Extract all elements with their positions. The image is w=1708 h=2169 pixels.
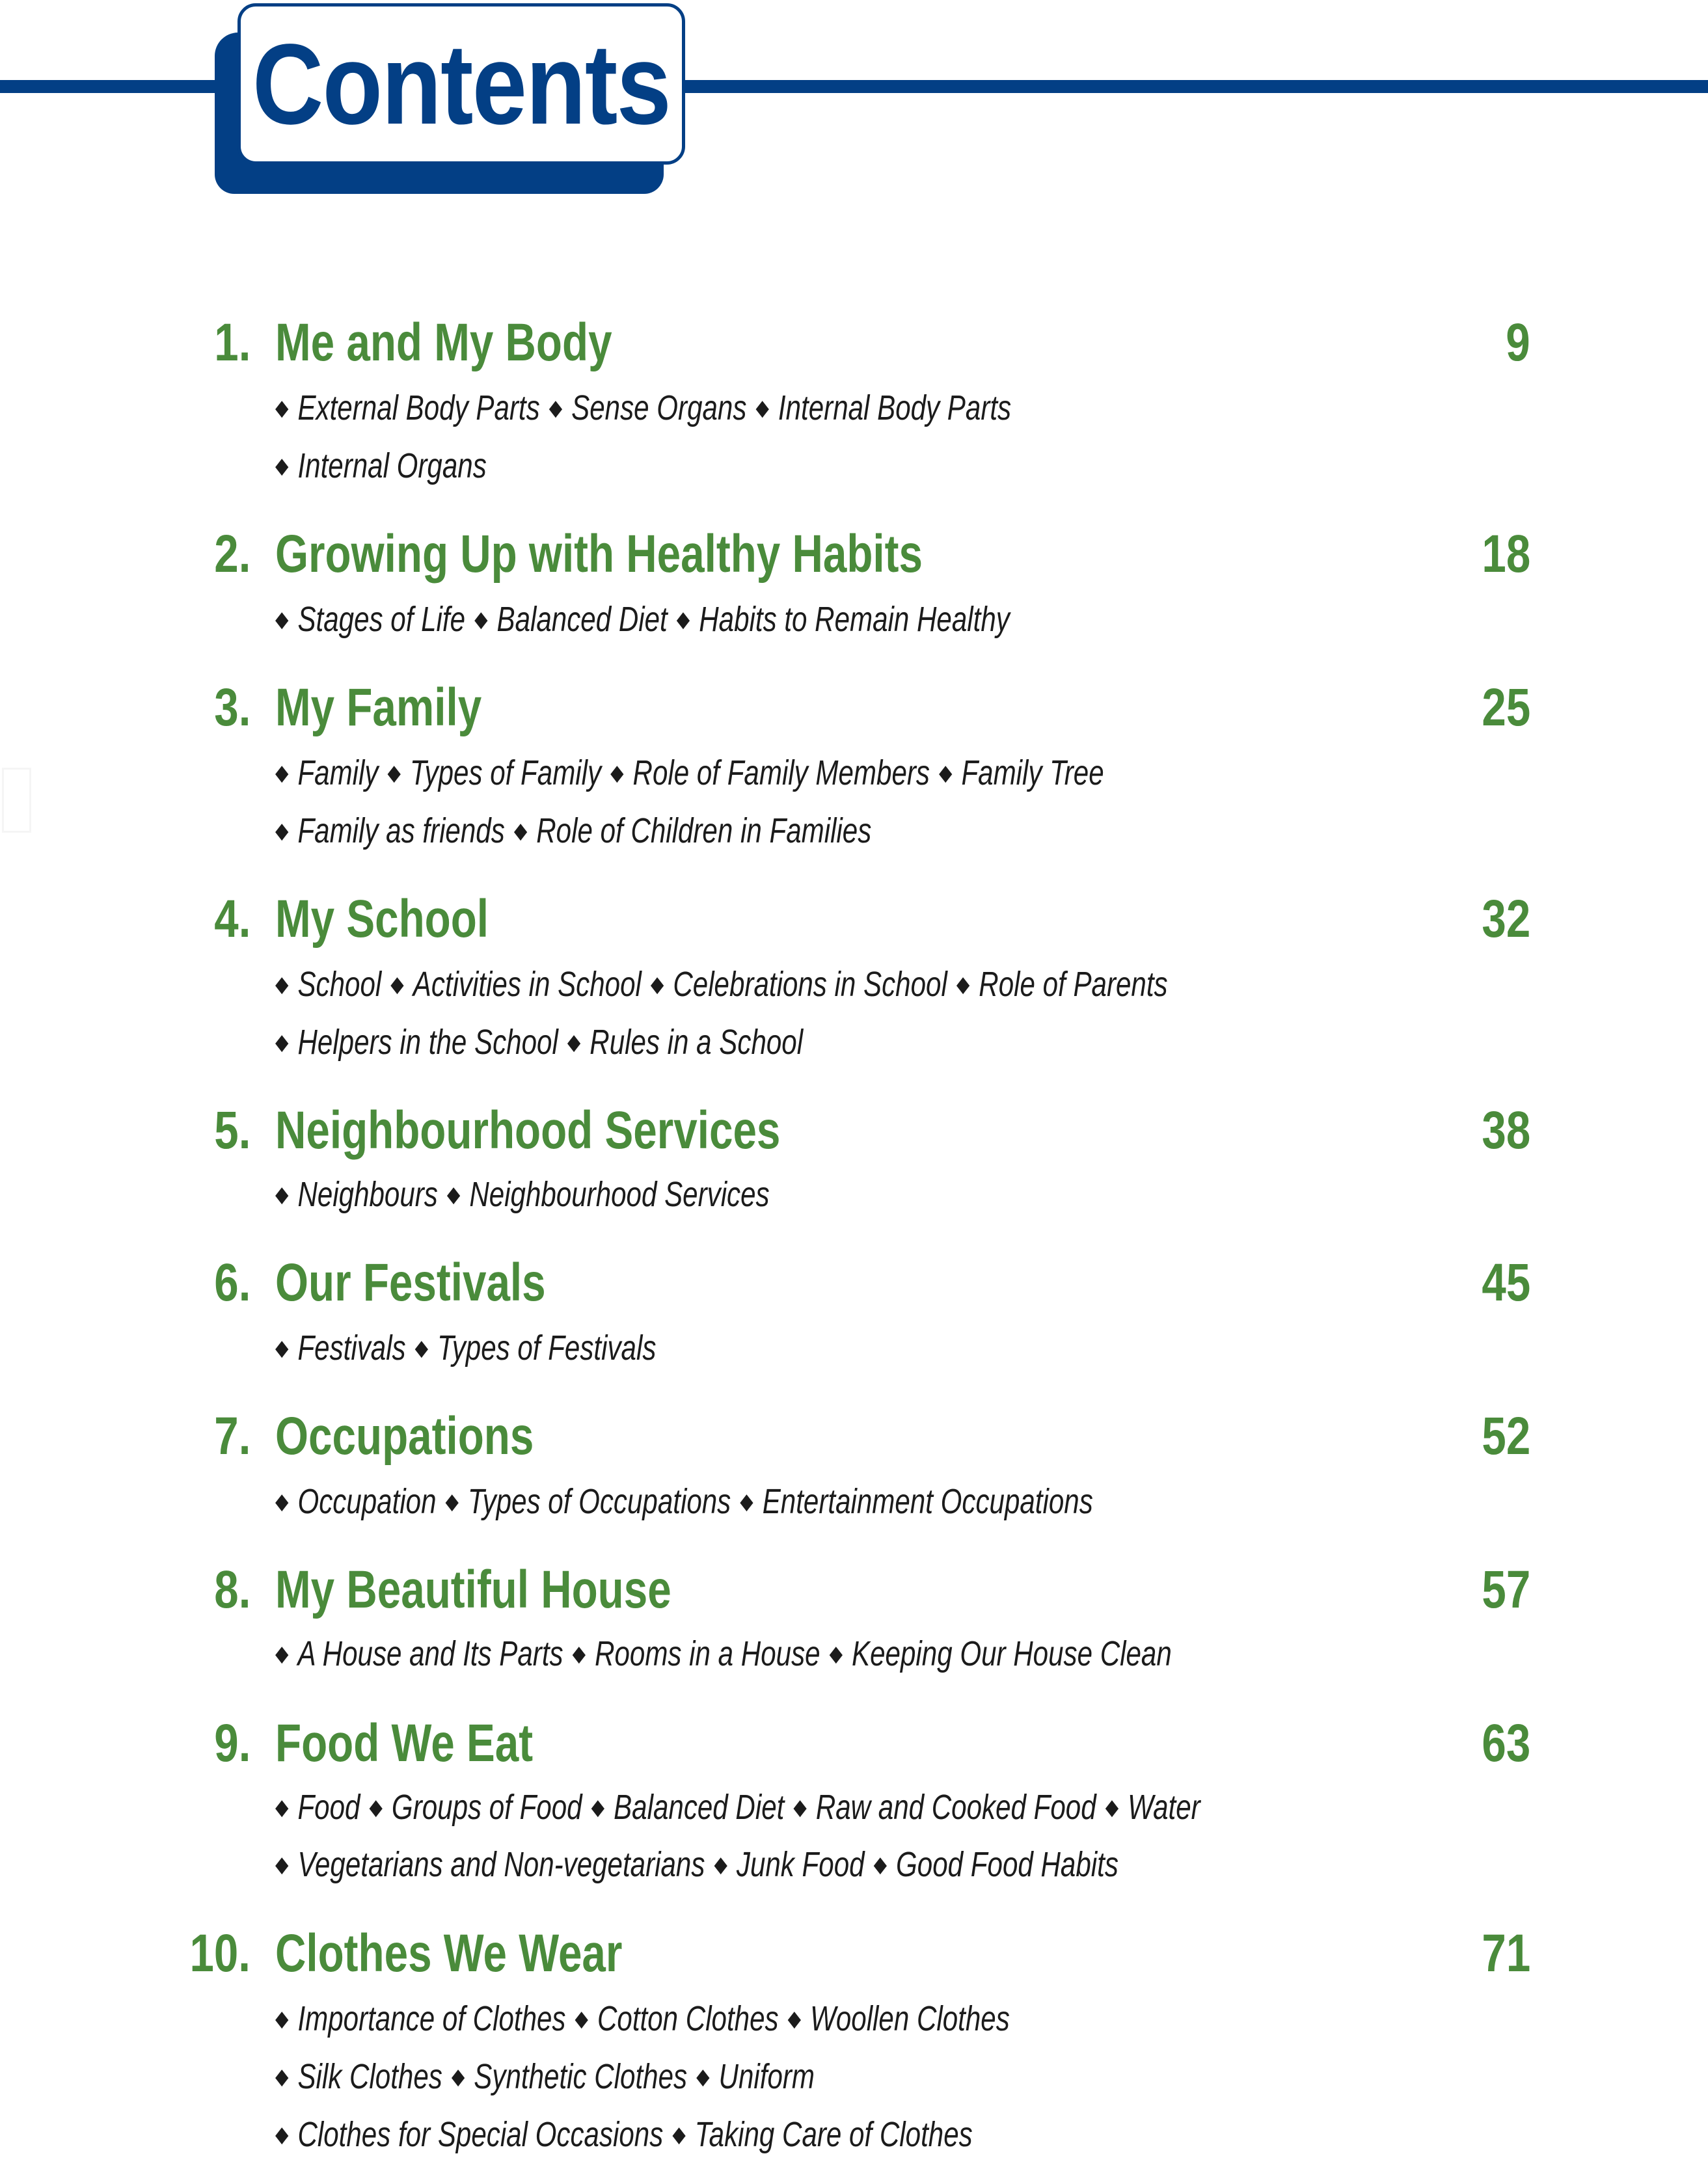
subtopic-line bbox=[275, 1839, 1118, 1891]
diamond-bullet-icon: ◆ bbox=[938, 760, 953, 785]
chapter-number: 9. bbox=[213, 1714, 251, 1773]
subtopic: Balanced Diet bbox=[496, 600, 668, 639]
diamond-bullet-icon: ◆ bbox=[650, 971, 664, 997]
subtopic-line bbox=[275, 1993, 1010, 2045]
diamond-bullet-icon: ◆ bbox=[275, 971, 289, 997]
diamond-bullet-icon: ◆ bbox=[275, 1794, 289, 1820]
chapter-heading bbox=[0, 1404, 1708, 1469]
subtopic: Activities in School bbox=[413, 965, 642, 1004]
subtopic: Family as friends bbox=[297, 811, 505, 850]
diamond-bullet-icon: ◆ bbox=[414, 1335, 429, 1360]
diamond-bullet-icon: ◆ bbox=[451, 2064, 465, 2089]
subtopic-line bbox=[275, 805, 871, 857]
diamond-bullet-icon: ◆ bbox=[696, 2064, 710, 2089]
diamond-bullet-icon: ◆ bbox=[275, 453, 289, 478]
chapter-number: 2. bbox=[213, 524, 251, 584]
chapter-title: Occupations bbox=[275, 1407, 534, 1466]
subtopic: Balanced Diet bbox=[614, 1788, 785, 1827]
toc-entry bbox=[0, 1098, 1708, 1163]
toc-entry bbox=[0, 887, 1708, 952]
subtopic-line bbox=[275, 1475, 1093, 1528]
subtopic: Entertainment Occupations bbox=[762, 1482, 1093, 1521]
toc-entry bbox=[0, 1404, 1708, 1469]
subtopic: A House and Its Parts bbox=[297, 1634, 563, 1673]
chapter-heading bbox=[0, 1098, 1708, 1163]
subtopic-line bbox=[275, 593, 1010, 645]
subtopic: Water bbox=[1128, 1788, 1200, 1827]
toc-entry bbox=[0, 1557, 1708, 1623]
subtopic-line bbox=[275, 1168, 770, 1220]
chapter-heading bbox=[0, 1557, 1708, 1623]
diamond-bullet-icon: ◆ bbox=[740, 1489, 753, 1514]
chapter-number: 5. bbox=[213, 1101, 251, 1160]
subtopic: Neighbourhood Services bbox=[469, 1175, 770, 1214]
diamond-bullet-icon: ◆ bbox=[572, 1641, 586, 1666]
diamond-bullet-icon: ◆ bbox=[275, 395, 289, 420]
chapter-heading bbox=[0, 675, 1708, 740]
subtopic: Uniform bbox=[718, 2057, 815, 2096]
diamond-bullet-icon: ◆ bbox=[549, 395, 563, 420]
diamond-bullet-icon: ◆ bbox=[387, 760, 401, 785]
chapter-page-number: 18 bbox=[1482, 524, 1530, 584]
subtopic: Neighbours bbox=[297, 1175, 438, 1214]
chapter-number: 3. bbox=[213, 678, 251, 737]
chapter-title: My School bbox=[275, 889, 489, 949]
chapter-number: 6. bbox=[213, 1253, 251, 1312]
subtopic: Habits to Remain Healthy bbox=[699, 600, 1010, 639]
subtopic: Clothes for Special Occasions bbox=[297, 2115, 664, 2154]
chapter-title: Growing Up with Healthy Habits bbox=[275, 524, 923, 584]
subtopic: Types of Occupations bbox=[467, 1482, 731, 1521]
subtopic: Silk Clothes bbox=[297, 2057, 442, 2096]
chapter-heading bbox=[0, 1250, 1708, 1315]
chapter-heading bbox=[0, 310, 1708, 375]
diamond-bullet-icon: ◆ bbox=[275, 2006, 289, 2031]
subtopic: Role of Children in Families bbox=[536, 811, 872, 850]
chapter-title: Clothes We Wear bbox=[275, 1924, 623, 1983]
subtopic: Helpers in the School bbox=[297, 1023, 558, 1062]
chapter-page-number: 57 bbox=[1482, 1560, 1530, 1619]
subtopic: Family bbox=[297, 753, 379, 792]
diamond-bullet-icon: ◆ bbox=[275, 1029, 289, 1055]
diamond-bullet-icon: ◆ bbox=[275, 606, 289, 632]
subtopic: Rules in a School bbox=[590, 1023, 804, 1062]
diamond-bullet-icon: ◆ bbox=[390, 971, 404, 997]
subtopic-line bbox=[275, 1016, 803, 1068]
chapter-page-number: 45 bbox=[1482, 1253, 1530, 1312]
subtopic: Role of Family Members bbox=[632, 753, 930, 792]
diamond-bullet-icon: ◆ bbox=[829, 1641, 843, 1666]
subtopic: Role of Parents bbox=[979, 965, 1168, 1004]
chapter-heading bbox=[0, 1711, 1708, 1776]
chapter-page-number: 71 bbox=[1482, 1924, 1530, 1983]
diamond-bullet-icon: ◆ bbox=[575, 2006, 588, 2031]
subtopic-line bbox=[275, 1628, 1172, 1680]
chapter-page-number: 38 bbox=[1482, 1101, 1530, 1160]
subtopic-line bbox=[275, 1322, 656, 1374]
subtopic: External Body Parts bbox=[297, 388, 540, 427]
toc-entry bbox=[0, 1711, 1708, 1776]
subtopic-line bbox=[275, 382, 1011, 434]
toc-entry bbox=[0, 522, 1708, 587]
diamond-bullet-icon: ◆ bbox=[474, 606, 488, 632]
diamond-bullet-icon: ◆ bbox=[275, 1641, 289, 1666]
diamond-bullet-icon: ◆ bbox=[275, 760, 289, 785]
subtopic-line bbox=[275, 440, 487, 492]
subtopic: Woollen Clothes bbox=[810, 1999, 1010, 2038]
diamond-bullet-icon: ◆ bbox=[567, 1029, 581, 1055]
subtopic: Raw and Cooked Food bbox=[815, 1788, 1096, 1827]
diamond-bullet-icon: ◆ bbox=[369, 1794, 383, 1820]
toc-entry bbox=[0, 310, 1708, 375]
subtopic: Sense Organs bbox=[571, 388, 747, 427]
subtopic-line bbox=[275, 958, 1168, 1010]
diamond-bullet-icon: ◆ bbox=[793, 1794, 807, 1820]
diamond-bullet-icon: ◆ bbox=[275, 2122, 289, 2147]
diamond-bullet-icon: ◆ bbox=[275, 1335, 289, 1360]
diamond-bullet-icon: ◆ bbox=[275, 1852, 289, 1877]
subtopic: Family Tree bbox=[961, 753, 1104, 792]
subtopic: Synthetic Clothes bbox=[474, 2057, 688, 2096]
diamond-bullet-icon: ◆ bbox=[446, 1181, 461, 1207]
diamond-bullet-icon: ◆ bbox=[275, 818, 289, 843]
subtopic: Groups of Food bbox=[391, 1788, 582, 1827]
subtopic: Food bbox=[297, 1788, 360, 1827]
toc-entry bbox=[0, 1921, 1708, 1986]
chapter-number: 4. bbox=[213, 889, 251, 949]
diamond-bullet-icon: ◆ bbox=[873, 1852, 888, 1877]
toc-entry bbox=[0, 1250, 1708, 1315]
chapter-title: Me and My Body bbox=[275, 313, 612, 372]
diamond-bullet-icon: ◆ bbox=[275, 1181, 289, 1207]
subtopic-line bbox=[275, 1781, 1200, 1833]
diamond-bullet-icon: ◆ bbox=[275, 2064, 289, 2089]
chapter-page-number: 63 bbox=[1482, 1714, 1530, 1773]
chapter-heading bbox=[0, 522, 1708, 587]
diamond-bullet-icon: ◆ bbox=[445, 1489, 459, 1514]
diamond-bullet-icon: ◆ bbox=[676, 606, 690, 632]
subtopic: Keeping Our House Clean bbox=[852, 1634, 1172, 1673]
page-title: Contents bbox=[252, 21, 671, 148]
subtopic: Rooms in a House bbox=[595, 1634, 820, 1673]
chapter-number: 8. bbox=[213, 1560, 251, 1619]
subtopic: Internal Organs bbox=[297, 446, 487, 485]
chapter-number: 10. bbox=[189, 1924, 251, 1983]
chapter-page-number: 25 bbox=[1482, 678, 1530, 737]
subtopic: Stages of Life bbox=[297, 600, 466, 639]
chapter-title: Neighbourhood Services bbox=[275, 1101, 781, 1160]
diamond-bullet-icon: ◆ bbox=[591, 1794, 605, 1820]
diamond-bullet-icon: ◆ bbox=[956, 971, 970, 997]
chapter-title: My Beautiful House bbox=[275, 1560, 671, 1619]
diamond-bullet-icon: ◆ bbox=[1105, 1794, 1119, 1820]
subtopic: Taking Care of Clothes bbox=[694, 2115, 973, 2154]
chapter-title: Food We Eat bbox=[275, 1714, 534, 1773]
diamond-bullet-icon: ◆ bbox=[755, 395, 769, 420]
subtopic: Types of Family bbox=[409, 753, 602, 792]
subtopic: Internal Body Parts bbox=[778, 388, 1012, 427]
chapter-heading bbox=[0, 887, 1708, 952]
diamond-bullet-icon: ◆ bbox=[275, 1489, 289, 1514]
diamond-bullet-icon: ◆ bbox=[513, 818, 528, 843]
chapter-page-number: 32 bbox=[1482, 889, 1530, 949]
subtopic: Occupation bbox=[297, 1482, 437, 1521]
subtopic-line bbox=[275, 2051, 815, 2103]
diamond-bullet-icon: ◆ bbox=[672, 2122, 686, 2147]
chapter-page-number: 9 bbox=[1506, 313, 1530, 372]
subtopic: Good Food Habits bbox=[896, 1845, 1118, 1884]
subtopic-line bbox=[275, 2108, 973, 2161]
toc-entry bbox=[0, 675, 1708, 740]
subtopic: Festivals bbox=[297, 1328, 406, 1367]
chapter-title: My Family bbox=[275, 678, 482, 737]
subtopic: Importance of Clothes bbox=[297, 1999, 566, 2038]
chapter-heading bbox=[0, 1921, 1708, 1986]
subtopic: Cotton Clothes bbox=[597, 1999, 779, 2038]
diamond-bullet-icon: ◆ bbox=[787, 2006, 802, 2031]
subtopic: Junk Food bbox=[736, 1845, 865, 1884]
scan-artifact bbox=[2, 768, 31, 833]
chapter-number: 7. bbox=[213, 1407, 251, 1466]
diamond-bullet-icon: ◆ bbox=[714, 1852, 727, 1877]
diamond-bullet-icon: ◆ bbox=[610, 760, 624, 785]
subtopic-line bbox=[275, 747, 1104, 799]
subtopic: Vegetarians and Non-vegetarians bbox=[297, 1845, 705, 1884]
subtopic: School bbox=[297, 965, 382, 1004]
chapter-number: 1. bbox=[213, 313, 251, 372]
subtopic: Celebrations in School bbox=[673, 965, 947, 1004]
subtopic: Types of Festivals bbox=[437, 1328, 657, 1367]
chapter-page-number: 52 bbox=[1482, 1407, 1530, 1466]
chapter-title: Our Festivals bbox=[275, 1253, 546, 1312]
